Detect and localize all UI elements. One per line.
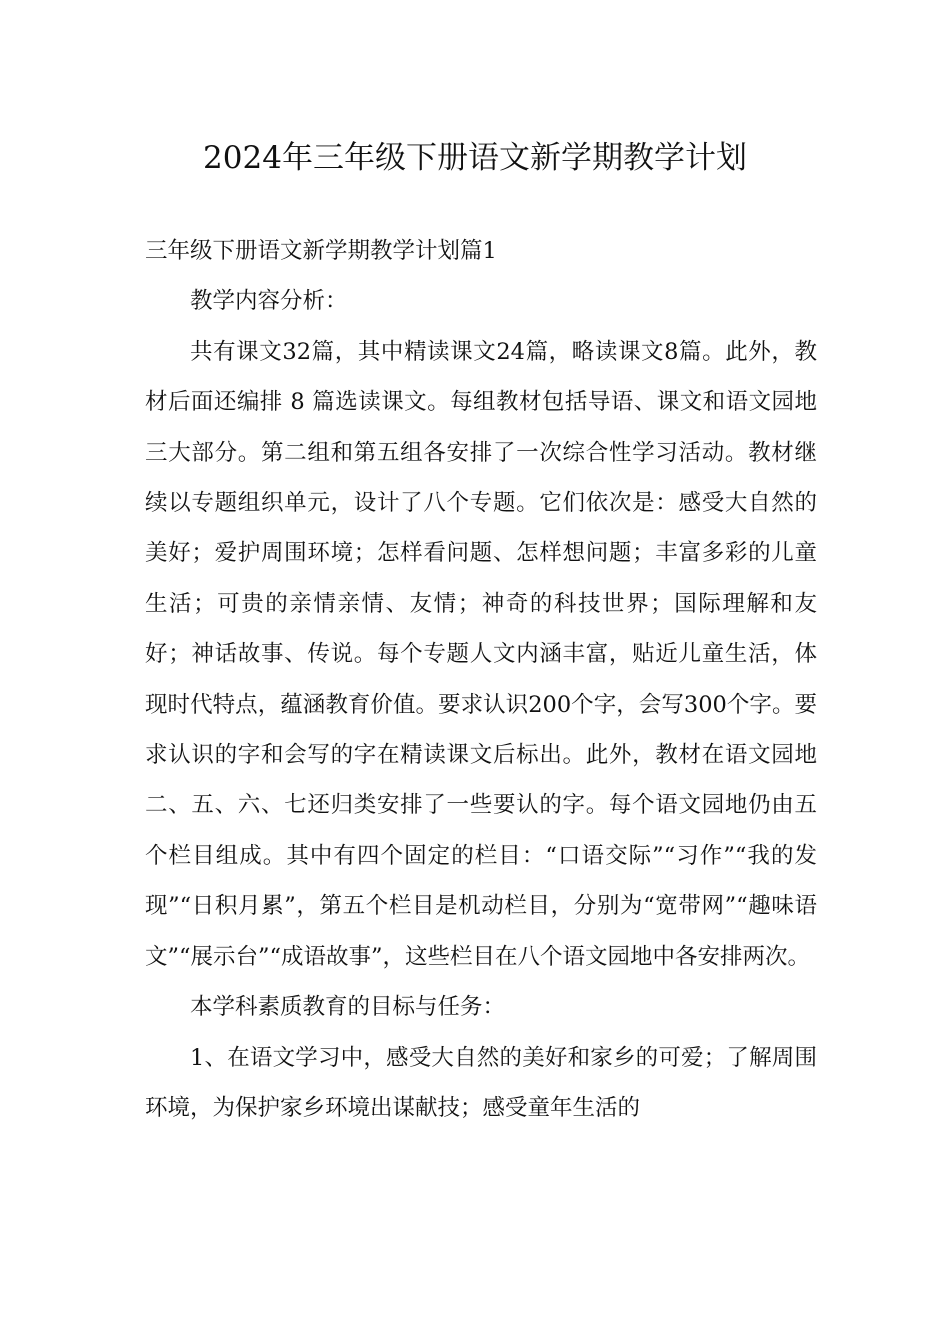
section-heading: 三年级下册语文新学期教学计划篇1 bbox=[145, 238, 497, 264]
paragraph-goals-heading: 本学科素质教育的目标与任务： bbox=[190, 994, 506, 1021]
document-title: 2024年三年级下册语文新学期教学计划 bbox=[203, 140, 747, 176]
paragraph-goal-1: 1、在语文学习中，感受大自然的美好和家乡的可爱；了解周围环境，为保护家乡环境出谋献技；感受童年生活的 bbox=[145, 1044, 817, 1121]
paragraph-content-analysis: 共有课文32篇，其中精读课文24篇，略读课文8篇。此外，教材后面还编排 8 篇选读课文。每组教材包括导语、课文和语文园地三大部分。第二组和第五组各安排了一次综合性学习活动。教材继续以专题组织单元，设计了八个专题。它们依次是：感受大自然的美好；爱护周围环境；怎样看问题、怎样想问题；丰富多彩的儿童生活；可贵的亲情亲情、友情；神奇的科技世界；国际理解和友好；神话故事、传说。每个专题人文内涵丰富，贴近儿童生活，体现时代特点，蕴涵教育价值。要求认识200个字，会写300个字。要求认识的字和会写的字在精读课文后标出。此外，教材在语文园地二、五、六、七还归类安排了一些要认的字。每个语文园地仍由五个栏目组成。其中有四个固定的栏目：“口语交际”“习作”“我的发现”“日积月累”，第五个栏目是机动栏目，分别为“宽带网”“趣味语文”“展示台”“成语故事”，这些栏目在八个语文园地中各安排两次。 bbox=[145, 338, 817, 970]
paragraph-content-analysis-heading: 教学内容分析： bbox=[190, 288, 348, 315]
document-body bbox=[145, 226, 817, 1133]
